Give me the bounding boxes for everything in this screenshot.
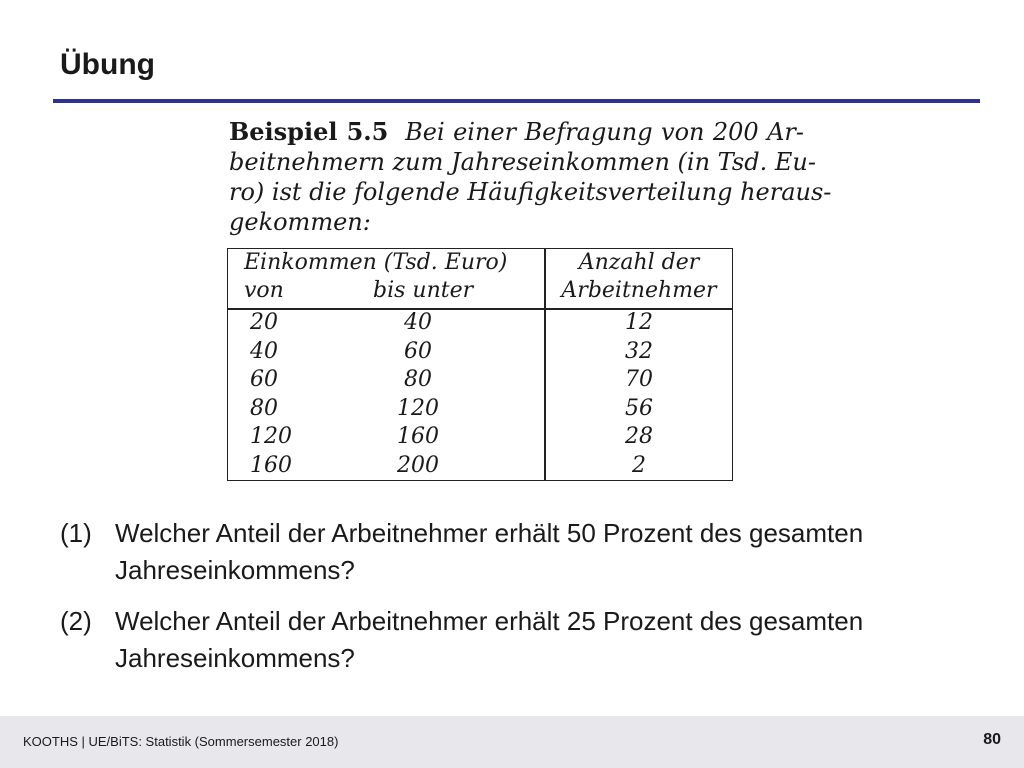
cell-bis-unter: 160	[397, 424, 439, 449]
cell-anzahl: 12	[625, 310, 653, 335]
cell-anzahl: 32	[625, 338, 653, 364]
slide-title: Übung	[60, 48, 155, 81]
question-2	[60, 603, 960, 677]
table-row	[228, 309, 732, 338]
cell-anzahl: 56	[625, 395, 653, 421]
example-line-3: ro) ist die folgende Häufigkeitsverteilung heraus-	[229, 178, 832, 206]
example-line-1	[229, 117, 804, 147]
question-2-number: (2)	[60, 606, 92, 636]
question-1-text: Welcher Anteil der Arbeitnehmer erhält 50 Prozent des gesamten Jahreseinkommens?	[115, 518, 864, 585]
table-row	[228, 366, 732, 395]
table-row	[228, 395, 732, 424]
header-bis-unter: bis unter	[373, 278, 474, 303]
frequency-table	[227, 248, 733, 481]
example-text	[229, 117, 832, 237]
example-label: Beispiel 5.5	[229, 117, 389, 146]
cell-bis-unter: 40	[404, 310, 432, 335]
cell-von: 60	[250, 367, 278, 392]
header-arbeitnehmer: Arbeitnehmer	[561, 278, 717, 303]
header-income: Einkommen (Tsd. Euro)	[244, 250, 508, 275]
cell-von: 160	[250, 452, 292, 478]
cell-anzahl: 70	[625, 367, 653, 392]
header-von: von	[244, 278, 284, 303]
cell-anzahl: 2	[632, 452, 646, 478]
cell-bis-unter: 60	[404, 338, 432, 364]
title-divider	[53, 99, 980, 103]
cell-von: 120	[250, 424, 292, 449]
cell-bis-unter: 80	[404, 367, 432, 392]
cell-von: 40	[250, 338, 278, 364]
footer-bar	[0, 716, 1024, 768]
footer-text: KOOTHS | UE/BiTS: Statistik (Sommersemester 2018)	[23, 734, 339, 749]
cell-von: 80	[250, 395, 278, 421]
cell-anzahl: 28	[625, 424, 653, 449]
cell-bis-unter: 120	[397, 395, 439, 421]
cell-von: 20	[250, 310, 278, 335]
example-line-2: beitnehmern zum Jahreseinkommen (in Tsd. Eu-	[229, 148, 816, 176]
header-anzahl: Anzahl der	[578, 250, 700, 275]
question-1	[60, 515, 960, 589]
cell-bis-unter: 200	[397, 452, 439, 478]
question-2-text: Welcher Anteil der Arbeitnehmer erhält 25 Prozent des gesamten Jahreseinkommens?	[115, 606, 864, 673]
question-list	[60, 515, 960, 691]
table-row	[228, 338, 732, 367]
page-number: 80	[983, 731, 1001, 748]
table-row	[228, 423, 732, 452]
example-line-4: gekommen:	[229, 208, 371, 236]
table-row	[228, 452, 732, 481]
table-body	[228, 309, 732, 480]
question-1-number: (1)	[60, 518, 92, 548]
example-line-1-text: Bei einer Befragung von 200 Ar-	[405, 118, 804, 146]
